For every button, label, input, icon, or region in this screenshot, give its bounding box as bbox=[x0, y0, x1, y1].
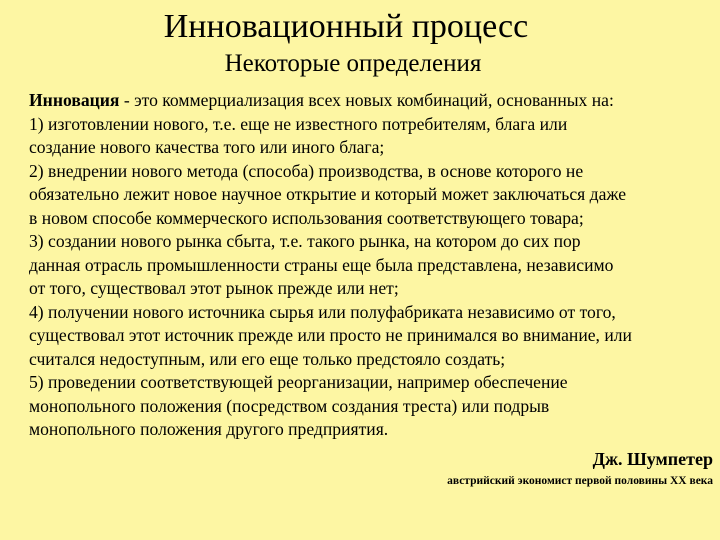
slide-subtitle bbox=[0, 50, 720, 78]
definition-line: в новом способе коммерческого использования соответствующего товара; bbox=[29, 207, 584, 228]
author-description: австрийский экономист первой половины XX века bbox=[447, 475, 713, 487]
definition-line: существовал этот источник прежде или просто не принимался во внимание, или bbox=[29, 325, 632, 345]
definition-line: 1) изготовлении нового, т.е. еще не известного потребителям, блага или bbox=[29, 113, 568, 134]
slide-title-text: Инновационный процесс bbox=[163, 8, 529, 45]
definition-line: монопольного положения (посредством создания треста) или подрыв bbox=[29, 395, 550, 416]
definition-line: 4) получении нового источника сырья или полуфабриката независимо от того, bbox=[29, 301, 616, 322]
definition-intro: - это коммерциализация всех новых комбинаций, основанных на: bbox=[119, 90, 614, 110]
defined-term: Инновация bbox=[29, 90, 120, 110]
slide-subtitle-text: Некоторые определения bbox=[224, 50, 482, 77]
definition-line: 2) внедрении нового метода (способа) производства, в основе которого не bbox=[29, 160, 584, 181]
definition-line: монопольного положения другого предприятия. bbox=[29, 419, 389, 439]
definition-body bbox=[29, 89, 719, 442]
definition-line bbox=[29, 89, 719, 113]
slide-title bbox=[0, 8, 720, 46]
definition-line: создание нового качества того или иного блага; bbox=[29, 137, 385, 157]
definition-line: обязательно лежит новое научное открытие и который может заключаться даже bbox=[29, 184, 627, 204]
author-name: Дж. Шумпетер bbox=[592, 449, 713, 469]
definition-line: 3) создании нового рынка сбыта, т.е. такого рынка, на котором до сих пор bbox=[29, 231, 581, 251]
definition-line: от того, существовал этот рынок прежде или нет; bbox=[29, 278, 399, 298]
definition-line: данная отрасль промышленности страны еще была представлена, независимо bbox=[29, 254, 614, 275]
definition-line: считался недоступным, или его еще только предстояло создать; bbox=[29, 348, 506, 369]
definition-line: 5) проведении соответствующей реорганизации, например обеспечение bbox=[29, 372, 568, 392]
